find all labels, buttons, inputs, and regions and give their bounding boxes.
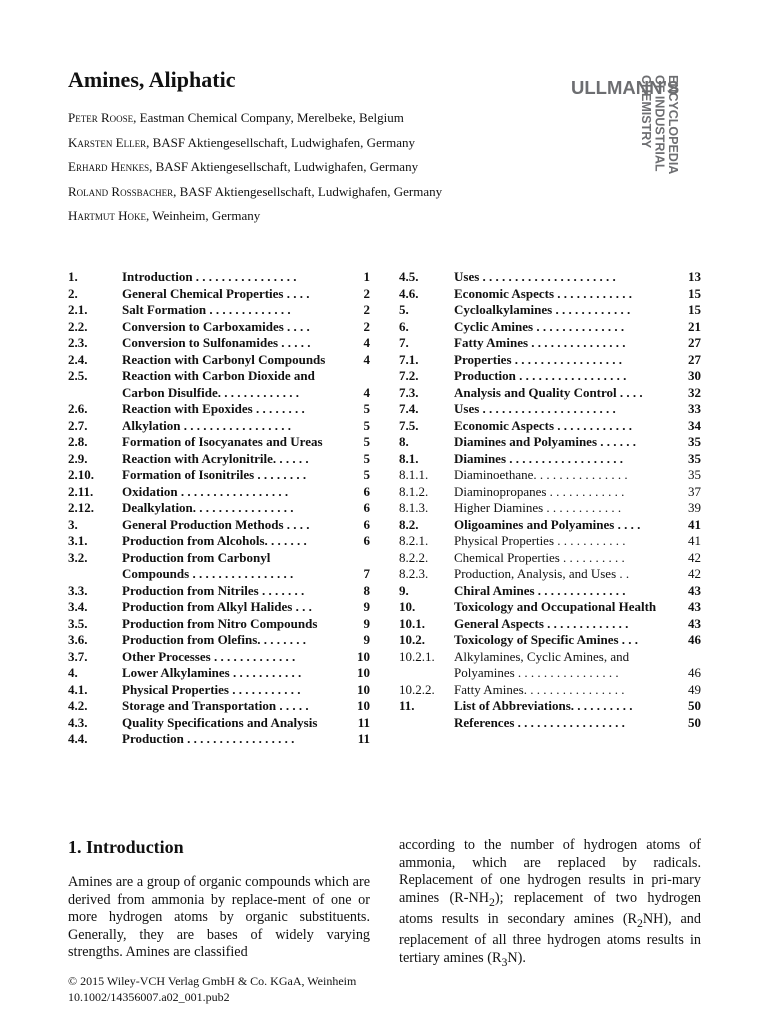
toc-entry-page: 10 <box>357 665 370 680</box>
intro-paragraph-left <box>68 874 370 962</box>
logo-name: ULLMANN'S <box>571 77 680 98</box>
toc-entry[interactable] <box>399 418 701 435</box>
toc-entry-page: 5 <box>363 401 370 416</box>
toc-entry[interactable] <box>399 550 701 567</box>
toc-entry-title: Alkylation . . . . . . . . . . . . . . . . . <box>122 417 292 433</box>
toc-entry-page: 27 <box>688 351 701 367</box>
toc-entry-title: Formation of Isocyanates and Ureas <box>122 434 323 449</box>
toc-entry-page: 43 <box>688 599 701 614</box>
toc-entry-page: 7 <box>363 566 370 581</box>
toc-entry-number: 3.6. <box>68 632 88 647</box>
toc-entry-number: 2.1. <box>68 302 88 317</box>
copyright-text: 2015 Wiley-VCH Verlag GmbH & Co. KGaA, Weinheim <box>77 974 357 988</box>
toc-entry-title: Cyclic Amines . . . . . . . . . . . . . . <box>454 318 625 334</box>
intro-text: atoms results in tertiary amines (R <box>399 932 701 966</box>
toc-entry[interactable] <box>68 484 370 501</box>
toc-entry-title: Other Processes . . . . . . . . . . . . . <box>122 648 296 664</box>
copyright-icon: © <box>68 974 78 988</box>
toc-left-column <box>68 269 370 748</box>
toc-entry-number: 9. <box>399 582 409 598</box>
toc-entry-page: 2 <box>363 302 370 317</box>
intro-text: widely varying strengths. Amines are classified <box>68 926 371 960</box>
intro-text: (R <box>622 910 637 927</box>
intro-text: which are derived from ammonia by replace- <box>68 874 370 908</box>
toc-entry-number: 1. <box>68 269 78 284</box>
toc-entry-number: 8.1. <box>399 450 419 466</box>
toc-entry-number: 7.3. <box>399 384 419 400</box>
toc-entry-title: Reaction with Carbonyl Compounds <box>122 351 326 367</box>
intro-text: NH), and replacement of all three hydrogen <box>399 910 701 949</box>
toc-entry[interactable] <box>68 665 370 682</box>
toc-entry-title: Production . . . . . . . . . . . . . . . . . <box>122 731 295 746</box>
author-line <box>68 208 568 233</box>
page-footer <box>68 973 356 1005</box>
toc-entry-page: 50 <box>688 714 701 730</box>
toc-entry-title: Diaminoethane. . . . . . . . . . . . . . . <box>454 467 628 482</box>
toc-entry[interactable] <box>68 451 370 468</box>
toc-entry-title: Dealkylation. . . . . . . . . . . . . . . . <box>122 500 294 515</box>
toc-entry-number: 10.2. <box>399 632 425 647</box>
toc-entry-page: 5 <box>363 417 370 433</box>
toc-entry-number: 4.3. <box>68 714 88 730</box>
toc-entry[interactable] <box>399 583 701 600</box>
toc-entry-title: Storage and Transportation . . . . . <box>122 698 309 713</box>
toc-entry-number: 2.11. <box>68 483 94 499</box>
toc-entry[interactable] <box>68 269 370 286</box>
toc-entry-page: 37 <box>688 483 701 499</box>
toc-entry[interactable] <box>68 319 370 336</box>
toc-entry-title: Oxidation . . . . . . . . . . . . . . . . . <box>122 483 289 499</box>
intro-text: mary amines (R-NH <box>399 872 701 906</box>
toc-entry-title: Fatty Amines . . . . . . . . . . . . . . . <box>454 335 626 350</box>
toc-entry[interactable] <box>68 649 370 666</box>
toc-entry-number: 10.2.2. <box>399 681 435 697</box>
author-affiliation: , Weinheim, Germany <box>145 208 261 223</box>
toc-entry-page: 42 <box>688 566 701 581</box>
toc-entry-page: 33 <box>688 401 701 416</box>
toc-entry-number: 2.9. <box>68 450 88 466</box>
toc-entry-page: 46 <box>688 632 701 647</box>
toc-entry-title: Chiral Amines . . . . . . . . . . . . . . <box>454 582 626 598</box>
toc-entry-title: Toxicology of Specific Amines . . . <box>454 632 639 647</box>
toc-entry-title: Conversion to Sulfonamides . . . . . <box>122 335 311 350</box>
toc-entry-number: 7.4. <box>399 401 419 416</box>
toc-entry[interactable] <box>68 550 370 567</box>
subscript: 3 <box>501 954 508 969</box>
toc-entry-page: 9 <box>363 599 370 614</box>
intro-text: ammonia, which are replaced by radicals. <box>399 854 701 871</box>
intro-text: hydrogen atoms results in secondary amines <box>399 889 701 927</box>
toc-entry-number: 7.2. <box>399 368 419 383</box>
toc-entry-page: 15 <box>688 302 701 317</box>
intro-text: N). <box>507 949 526 966</box>
toc-entry-number: 7.1. <box>399 351 419 367</box>
toc-entry-page: 11 <box>357 714 370 730</box>
toc-entry-page: 35 <box>688 434 701 449</box>
toc-entry[interactable] <box>399 649 701 666</box>
toc-entry[interactable] <box>68 335 370 352</box>
toc-entry-number: 2. <box>68 285 78 301</box>
toc-entry-title: References . . . . . . . . . . . . . . . . . <box>454 714 625 730</box>
toc-entry[interactable] <box>399 533 701 550</box>
toc-entry-page: 30 <box>688 368 701 383</box>
subscript: 2 <box>637 915 643 930</box>
toc-entry[interactable] <box>399 368 701 385</box>
toc-entry-title: Properties . . . . . . . . . . . . . . . . . <box>454 351 623 367</box>
toc-entry-number: 3.3. <box>68 582 88 598</box>
author-line <box>68 135 568 160</box>
toc-entry-number: 4.4. <box>68 731 88 746</box>
toc-entry[interactable] <box>68 401 370 418</box>
toc-entry-number: 6. <box>399 318 409 334</box>
toc-entry-title: Carbon Disulfide. . . . . . . . . . . . . <box>122 384 299 400</box>
toc-entry-title: Toxicology and Occupational Health <box>454 599 657 614</box>
toc-entry-number: 3.4. <box>68 599 88 614</box>
toc-entry-page: 4 <box>363 335 370 350</box>
toc-entry-page: 6 <box>363 533 370 548</box>
toc-entry-number: 3.5. <box>68 615 88 631</box>
toc-entry-page: 34 <box>688 417 701 433</box>
author-affiliation: , Eastman Chemical Company, Merelbeke, Belgium <box>133 110 404 125</box>
toc-entry[interactable] <box>68 599 370 616</box>
author-name: Peter Roose <box>68 110 134 125</box>
toc-entry-page: 35 <box>688 450 701 466</box>
toc-entry[interactable] <box>399 451 701 468</box>
intro-text: substituents. Generally, they are bases of <box>68 909 370 943</box>
author-affiliation: , BASF Aktiengesellschaft, Ludwighafen, Germany <box>149 159 419 174</box>
toc-entry[interactable] <box>68 616 370 633</box>
toc-entry-page: 42 <box>688 549 701 565</box>
toc-entry-number: 8.2.2. <box>399 549 429 565</box>
author-line <box>68 110 568 135</box>
toc-entry[interactable] <box>68 698 370 715</box>
toc-entry-title: Salt Formation . . . . . . . . . . . . . <box>122 302 291 317</box>
toc-entry-page: 10 <box>357 681 370 697</box>
toc-entry-title: Production . . . . . . . . . . . . . . . . . <box>454 368 627 383</box>
toc-entry-number: 7. <box>399 335 409 350</box>
toc-entry-page: 2 <box>363 318 370 334</box>
toc-entry[interactable] <box>68 533 370 550</box>
toc-entry[interactable] <box>68 434 370 451</box>
author-name: Karsten Eller <box>68 134 147 150</box>
author-name: Roland Rossbacher <box>68 183 174 199</box>
toc-entry-title: Higher Diamines . . . . . . . . . . . . <box>454 500 622 515</box>
toc-entry-title: Chemical Properties . . . . . . . . . . <box>454 549 625 565</box>
toc-entry-page: 10 <box>357 648 370 664</box>
toc-entry[interactable] <box>399 467 701 484</box>
author-list <box>68 110 568 233</box>
author-affiliation: , BASF Aktiengesellschaft, Ludwighafen, Germany <box>146 134 416 150</box>
toc-entry-number: 10.2.1. <box>399 648 435 664</box>
toc-entry-title: Production from Alkyl Halides . . . <box>122 599 312 614</box>
toc-entry-number: 2.12. <box>68 500 94 515</box>
toc-entry[interactable] <box>399 286 701 303</box>
toc-entry-page: 13 <box>688 269 701 284</box>
intro-text: according to the number of hydrogen atoms of <box>399 837 701 853</box>
toc-entry-page: 6 <box>363 500 370 515</box>
toc-entry[interactable] <box>399 352 701 369</box>
toc-entry[interactable] <box>68 517 370 534</box>
toc-entry-number: 8.2.1. <box>399 533 429 548</box>
toc-entry-title: Cycloalkylamines . . . . . . . . . . . . <box>454 302 631 317</box>
toc-entry-title: Formation of Isonitriles . . . . . . . . <box>122 467 307 482</box>
toc-entry-number: 7.5. <box>399 417 419 433</box>
toc-entry-page: 9 <box>363 615 370 631</box>
toc-entry-page: 46 <box>688 665 701 680</box>
doi-text: 10.1002/14356007.a02_001.pub2 <box>68 990 230 1004</box>
toc-entry-title: Reaction with Acrylonitrile. . . . . . <box>122 450 309 466</box>
toc-entry[interactable] <box>399 632 701 649</box>
toc-entry-number: 4.6. <box>399 285 419 301</box>
toc-entry[interactable] <box>68 352 370 369</box>
toc-entry-number: 8.1.2. <box>399 483 429 499</box>
toc-entry-page: 1 <box>363 269 370 284</box>
toc-entry-page: 49 <box>688 681 701 697</box>
subscript: 2 <box>488 894 495 909</box>
toc-entry-page: 15 <box>688 285 701 301</box>
toc-entry-page: 27 <box>688 335 701 350</box>
toc-entry[interactable] <box>68 500 370 517</box>
toc-entry-title: Production from Carbonyl <box>122 549 271 565</box>
intro-paragraph-right <box>399 837 701 971</box>
toc-entry[interactable] <box>399 484 701 501</box>
copyright-line <box>68 973 356 989</box>
author-affiliation: , BASF Aktiengesellschaft, Ludwighafen, Germany <box>173 183 443 199</box>
toc-entry-number: 2.10. <box>68 467 94 482</box>
toc-entry[interactable] <box>399 665 701 682</box>
toc-entry-title: Economic Aspects . . . . . . . . . . . . <box>454 285 633 301</box>
toc-entry-title: Oligoamines and Polyamines . . . . <box>454 516 641 532</box>
toc-entry-number: 4. <box>68 665 78 680</box>
toc-entry-title: Production from Nitriles . . . . . . . <box>122 582 305 598</box>
toc-entry[interactable] <box>68 368 370 385</box>
toc-entry[interactable] <box>68 385 370 402</box>
toc-entry-page: 11 <box>357 731 370 746</box>
toc-entry[interactable] <box>399 599 701 616</box>
toc-entry-number: 11. <box>399 698 415 713</box>
toc-entry-page: 43 <box>688 582 701 598</box>
toc-entry-page: 50 <box>688 698 701 713</box>
toc-entry-page: 41 <box>688 516 701 532</box>
toc-entry[interactable] <box>68 731 370 748</box>
toc-entry-title: Uses . . . . . . . . . . . . . . . . . . . . . <box>454 401 616 416</box>
toc-entry-number: 3.1. <box>68 533 88 548</box>
toc-entry-title: General Chemical Properties . . . . <box>122 285 310 301</box>
toc-entry-page: 39 <box>688 500 701 515</box>
toc-entry-title: Reaction with Epoxides . . . . . . . . <box>122 401 305 416</box>
toc-entry-number: 3. <box>68 516 78 532</box>
author-name: Erhard Henkes <box>68 159 150 174</box>
toc-entry-number: 2.5. <box>68 368 88 383</box>
author-line <box>68 184 568 209</box>
toc-entry-title: Physical Properties . . . . . . . . . . . <box>454 533 626 548</box>
toc-entry-title: Conversion to Carboxamides . . . . <box>122 318 310 334</box>
section-heading-introduction: 1. Introduction <box>68 837 184 857</box>
toc-entry[interactable] <box>399 269 701 286</box>
toc-entry-title: Fatty Amines. . . . . . . . . . . . . . . . <box>454 681 625 697</box>
toc-entry[interactable] <box>399 385 701 402</box>
toc-entry-number: 2.8. <box>68 434 88 449</box>
toc-entry-title: Lower Alkylamines . . . . . . . . . . . <box>122 665 302 680</box>
toc-entry-number: 3.2. <box>68 549 88 565</box>
toc-entry-title: Polyamines . . . . . . . . . . . . . . . . <box>454 665 619 680</box>
toc-entry-title: Alkylamines, Cyclic Amines, and <box>454 648 630 664</box>
toc-entry-page: 4 <box>363 384 370 400</box>
toc-entry[interactable] <box>399 335 701 352</box>
toc-entry[interactable] <box>68 566 370 583</box>
author-name: Hartmut Hoke <box>68 208 146 223</box>
article-title: Amines, Aliphatic <box>68 67 236 92</box>
toc-entry[interactable] <box>399 715 701 732</box>
toc-entry[interactable] <box>68 467 370 484</box>
toc-entry-page: 8 <box>363 582 370 598</box>
toc-entry[interactable] <box>68 418 370 435</box>
author-line <box>68 159 568 184</box>
toc-entry-title: Diamines and Polyamines . . . . . . <box>454 434 637 449</box>
toc-entry-title: Economic Aspects . . . . . . . . . . . . <box>454 417 633 433</box>
toc-entry[interactable] <box>68 682 370 699</box>
toc-entry-number: 2.7. <box>68 417 88 433</box>
toc-entry-page: 9 <box>363 632 370 647</box>
toc-entry-number: 2.6. <box>68 401 88 416</box>
toc-entry-title: General Production Methods . . . . <box>122 516 310 532</box>
toc-entry[interactable] <box>399 682 701 699</box>
toc-entry-number: 8.2.3. <box>399 566 429 581</box>
toc-entry[interactable] <box>68 583 370 600</box>
toc-entry-number: 3.7. <box>68 648 88 664</box>
toc-entry-title: Production, Analysis, and Uses . . <box>454 566 630 581</box>
toc-entry-number: 4.2. <box>68 698 88 713</box>
toc-entry[interactable] <box>399 500 701 517</box>
intro-text: ment of one or more hydrogen atoms by organic <box>68 891 370 925</box>
toc-entry-title: Diaminopropanes . . . . . . . . . . . . <box>454 483 625 499</box>
logo-subtitle-2: OF INDUSTRIAL <box>652 75 667 172</box>
toc-right-column <box>399 269 701 731</box>
toc-entry-page: 6 <box>363 516 370 532</box>
toc-entry-page: 2 <box>363 285 370 301</box>
toc-entry-number: 8.1.1. <box>399 467 429 482</box>
toc-entry-title: Compounds . . . . . . . . . . . . . . . . <box>122 566 294 581</box>
toc-entry[interactable] <box>399 434 701 451</box>
toc-entry-number: 8. <box>399 434 409 449</box>
toc-entry-title: List of Abbreviations. . . . . . . . . . <box>454 698 633 713</box>
toc-entry[interactable] <box>68 715 370 732</box>
toc-entry-page: 5 <box>363 467 370 482</box>
toc-entry[interactable] <box>399 566 701 583</box>
toc-entry[interactable] <box>399 698 701 715</box>
toc-entry-page: 43 <box>688 615 701 631</box>
toc-entry-title: Physical Properties . . . . . . . . . . . <box>122 681 301 697</box>
logo-subtitle-3: CHEMISTRY <box>639 75 653 149</box>
toc-entry-page: 21 <box>688 318 701 334</box>
toc-entry-number: 2.3. <box>68 335 88 350</box>
intro-text: ); replacement of two <box>494 889 638 906</box>
toc-entry-number: 4.5. <box>399 269 419 284</box>
toc-entry-page: 35 <box>688 467 701 482</box>
toc-entry-title: Reaction with Carbon Dioxide and <box>122 368 315 383</box>
toc-entry-number: 8.2. <box>399 516 419 532</box>
toc-entry-number: 2.4. <box>68 351 88 367</box>
toc-entry[interactable] <box>399 401 701 418</box>
toc-entry-page: 6 <box>363 483 370 499</box>
toc-entry[interactable] <box>68 302 370 319</box>
toc-entry-page: 41 <box>688 533 701 548</box>
toc-entry-title: Uses . . . . . . . . . . . . . . . . . . . . . <box>454 269 616 284</box>
toc-entry[interactable] <box>68 286 370 303</box>
toc-entry-number: 2.2. <box>68 318 88 334</box>
toc-entry-title: Diamines . . . . . . . . . . . . . . . . . . <box>454 450 623 466</box>
toc-entry-number: 8.1.3. <box>399 500 429 515</box>
ullmanns-logo <box>571 72 701 202</box>
toc-entry[interactable] <box>399 302 701 319</box>
toc-entry[interactable] <box>68 632 370 649</box>
toc-entry-page: 10 <box>357 698 370 713</box>
toc-entry-number: 4.1. <box>68 681 88 697</box>
toc-entry-page: 5 <box>363 434 370 449</box>
toc-entry-title: Quality Specifications and Analysis <box>122 714 318 730</box>
toc-entry-page: 5 <box>363 450 370 466</box>
toc-entry[interactable] <box>399 319 701 336</box>
intro-text: Amines are a group of organic compounds <box>68 874 311 890</box>
toc-entry-page: 4 <box>363 351 370 367</box>
logo-subtitle-1: ENCYCLOPEDIA <box>666 75 680 175</box>
toc-entry-title: Analysis and Quality Control . . . . <box>454 384 643 400</box>
toc-entry-number: 10. <box>399 599 416 614</box>
toc-entry-number: 5. <box>399 302 409 317</box>
toc-entry-title: Production from Alcohols. . . . . . . <box>122 533 307 548</box>
toc-entry-title: General Aspects . . . . . . . . . . . . . <box>454 615 629 631</box>
toc-entry-title: Production from Olefins. . . . . . . . <box>122 632 307 647</box>
toc-entry-page: 32 <box>688 384 701 400</box>
toc-entry-title: Introduction . . . . . . . . . . . . . . . . <box>122 269 297 284</box>
toc-entry-number: 10.1. <box>399 615 425 631</box>
intro-text: Replacement of one hydrogen results in pri- <box>399 872 672 888</box>
toc-entry[interactable] <box>399 517 701 534</box>
toc-entry[interactable] <box>399 616 701 633</box>
toc-entry-title: Production from Nitro Compounds <box>122 615 318 631</box>
